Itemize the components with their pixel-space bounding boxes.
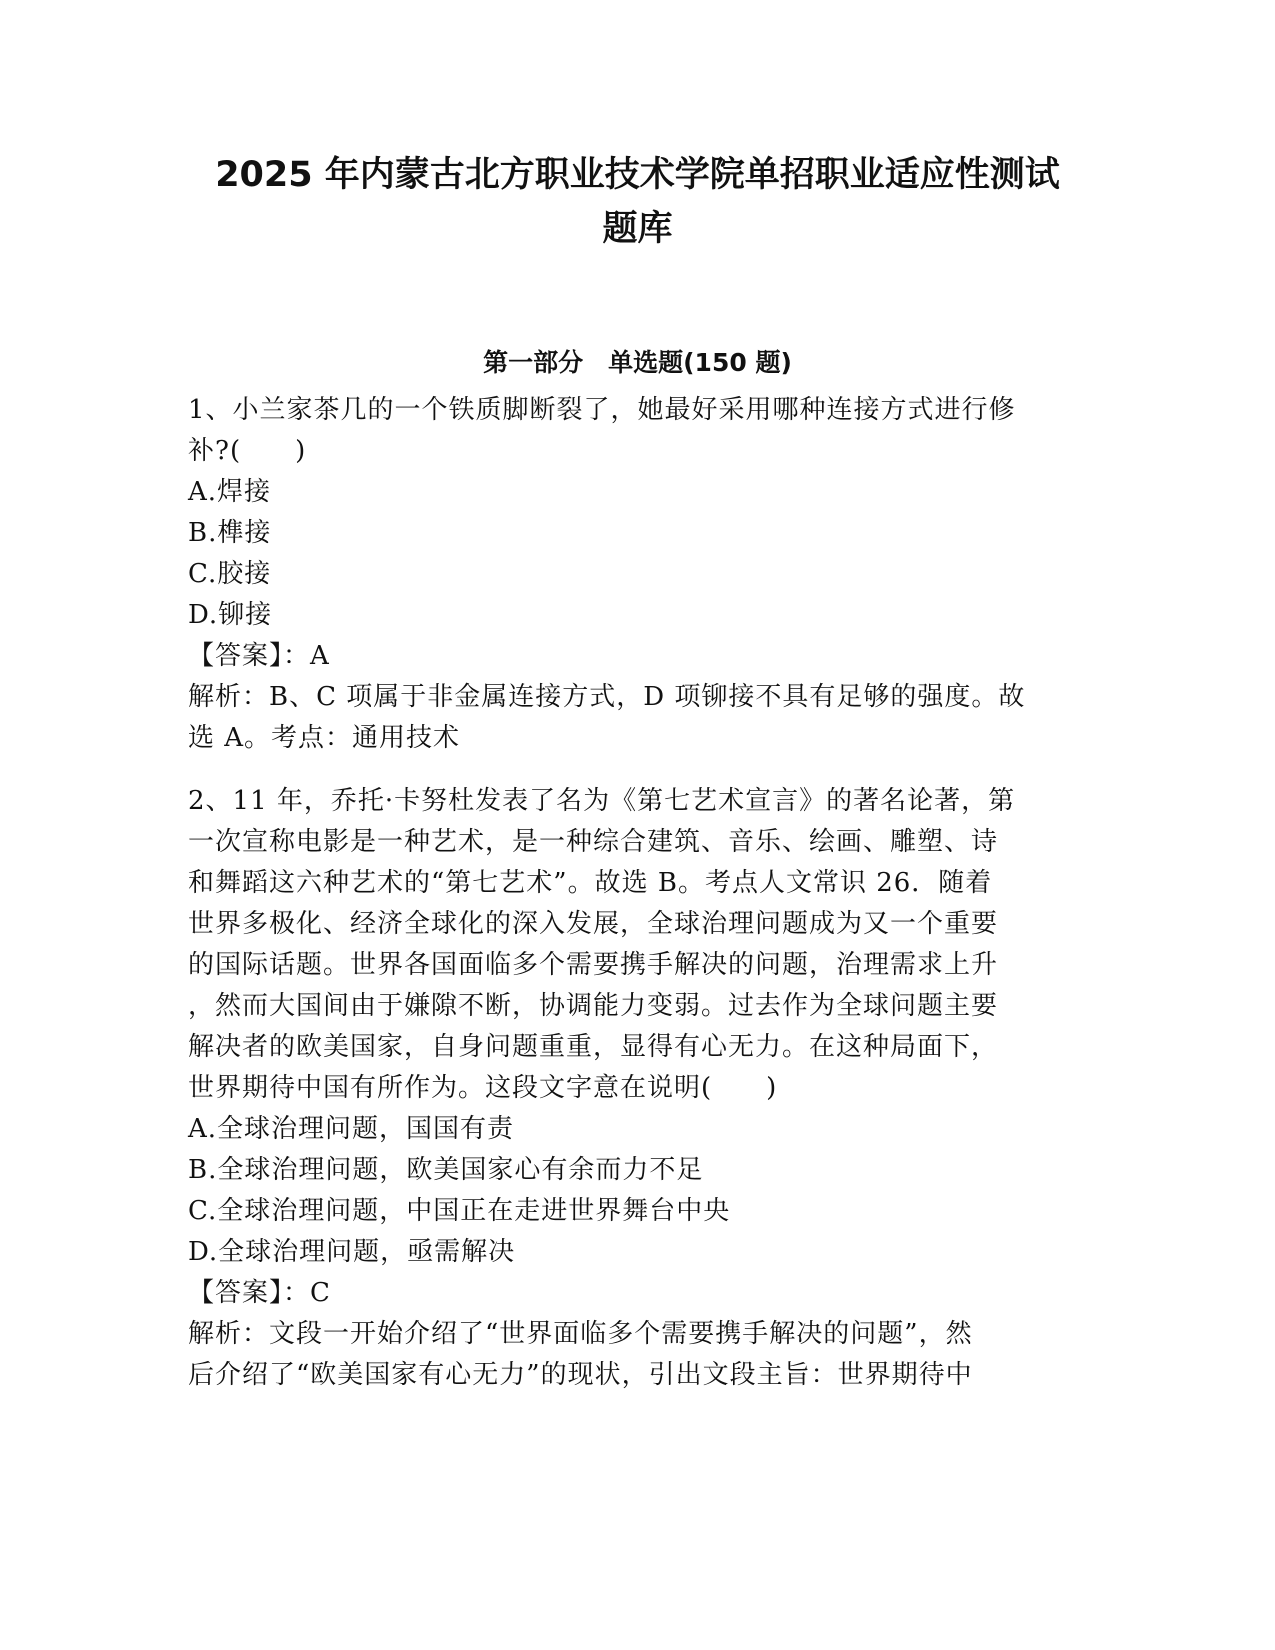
question-stem-line: 的国际话题。世界各国面临多个需要携手解决的问题，治理需求上升 [188, 950, 999, 980]
option-b: B.全球治理问题，欧美国家心有余而力不足 [188, 1155, 704, 1185]
option-d: D.全球治理问题，亟需解决 [188, 1237, 516, 1267]
option-c: C.胶接 [188, 559, 272, 589]
question-stem-line: 2、11 年，乔托·卡努杜发表了名为《第七艺术宣言》的著名论著，第 [188, 786, 1016, 816]
option-b: B.榫接 [188, 518, 272, 548]
question-stem-line: 世界多极化、经济全球化的深入发展，全球治理问题成为又一个重要 [188, 909, 999, 939]
section-heading: 第一部分 单选题(150 题) [483, 348, 792, 377]
option-a: A.焊接 [188, 477, 272, 507]
analysis-line: 后介绍了“欧美国家有心无力”的现状，引出文段主旨：世界期待中 [188, 1360, 973, 1390]
question-stem-line: 解决者的欧美国家，自身问题重重，显得有心无力。在这种局面下， [188, 1032, 999, 1062]
question-stem-line: 1、小兰家茶几的一个铁质脚断裂了，她最好采用哪种连接方式进行修 [188, 395, 1016, 425]
analysis-line: 选 A。考点：通用技术 [188, 723, 461, 753]
answer-line: 【答案】：A [188, 641, 330, 671]
question-stem-line: ，然而大国间由于嫌隙不断，协调能力变弱。过去作为全球问题主要 [188, 991, 999, 1021]
option-d: D.铆接 [188, 600, 273, 630]
answer-line: 【答案】：C [188, 1278, 331, 1308]
question-stem-line: 一次宣称电影是一种艺术，是一种综合建筑、音乐、绘画、雕塑、诗 [188, 827, 999, 857]
document-title-line-2: 题库 [602, 209, 673, 249]
question-stem-line: 和舞蹈这六种艺术的“第七艺术”。故选 B。考点人文常识 26．随着 [188, 868, 993, 898]
question-stem-line: 世界期待中国有所作为。这段文字意在说明( ) [188, 1073, 778, 1103]
option-c: C.全球治理问题，中国正在走进世界舞台中央 [188, 1196, 731, 1226]
analysis-line: 解析：文段一开始介绍了“世界面临多个需要携手解决的问题”，然 [188, 1319, 973, 1349]
option-a: A.全球治理问题，国国有责 [188, 1114, 515, 1144]
analysis-line: 解析：B、C 项属于非金属连接方式，D 项铆接不具有足够的强度。故 [188, 682, 1026, 712]
document-title-line-1: 2025 年内蒙古北方职业技术学院单招职业适应性测试 [215, 155, 1060, 195]
question-stem-line: 补?( ) [188, 436, 307, 466]
